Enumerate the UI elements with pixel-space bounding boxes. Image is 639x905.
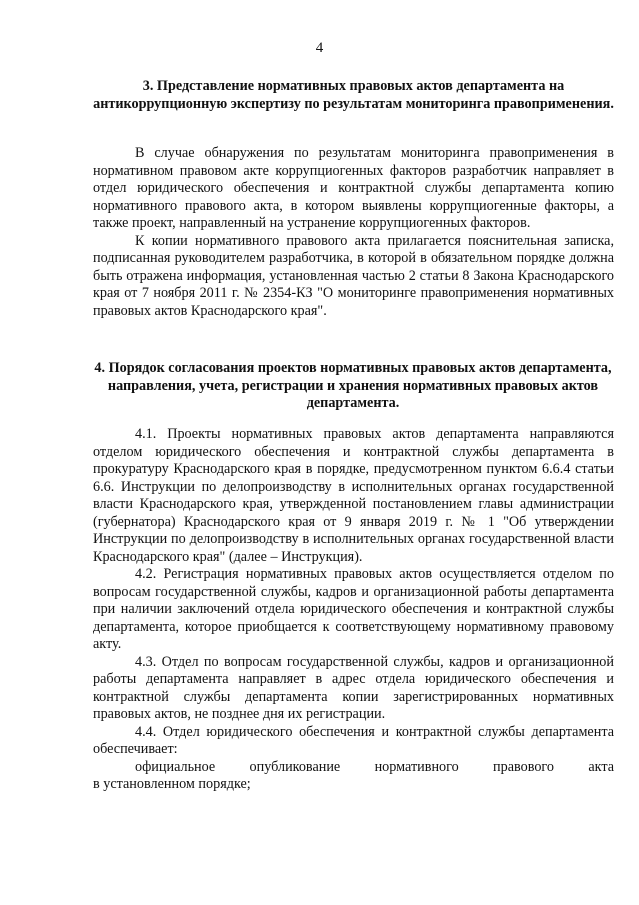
section-3-paragraph-2: К копии нормативного правового акта прилагается пояснительная записка, подписанная руководителем разработчика, в которой в обязательном порядке должна быть отражена информация, установленная частью 2 статьи 8 Закона Краснодарского края от 7 ноября 2011 г. № 2354-КЗ "О мониторинге правоприменения нормативных правовых актов Краснодарского края".: [93, 232, 614, 319]
section-4-body: [93, 426, 614, 794]
section-4-heading-block: [80, 360, 626, 413]
list-item-publication-continued: в установленном порядке;: [93, 776, 251, 792]
paragraph-4-2: 4.2. Регистрация нормативных правовых актов осуществляется отделом по вопросам государственной службы, кадров и организационной работы департамента при наличии заключений отдела юридического обеспечения и контрактной службы департамента, которое приобщается к соответствующему нормативному правовому акту.: [93, 566, 614, 652]
section-3-heading-block: [93, 78, 614, 113]
list-item-publication: официальное опубликование нормативного правового акта: [135, 758, 614, 775]
section-3-body: [93, 145, 614, 320]
section-3-heading: 3. Представление нормативных правовых актов департамента на антикоррупционную экспертизу по результатам мониторинга правоприменения.: [93, 78, 614, 112]
paragraph-4-1: 4.1. Проекты нормативных правовых актов департамента направляются отделом юридического обеспечения и контрактной службы департамента в прокуратуру Краснодарского края в порядке, предусмотренном пунктом 6.6.4 статьи 6.6. Инструкции по делопроизводству в исполнительных органах государственной власти Краснодарского края, утвержденной постановлением главы администрации (губернатора) Краснодарского края от 9 января 2019 г. № 1 "Об утверждении Инструкции по делопроизводству в исполнительных органах государственной власти Краснодарского края" (далее – Инструкция).: [93, 426, 614, 565]
paragraph-4-3: 4.3. Отдел по вопросам государственной службы, кадров и организационной работы департамента направляет в адрес отдела юридического обеспечения и контрактной службы департамента копии зарегистрированных нормативных правовых актов, не позднее дня их регистрации.: [93, 653, 614, 722]
section-3-paragraph-1: В случае обнаружения по результатам мониторинга правоприменения в нормативном правовом акте коррупциогенных факторов разработчик направляет в отдел юридического обеспечения и контрактной службы департамента копию нормативного правового акта, в котором выявлены коррупциогенные факторы, а также проект, направленный на устранение коррупциогенных факторов.: [93, 145, 614, 231]
section-4-heading: 4. Порядок согласования проектов нормативных правовых актов департамента, направления, учета, регистрации и хранения нормативных правовых актов департамента.: [94, 360, 612, 411]
paragraph-4-4: 4.4. Отдел юридического обеспечения и контрактной службы департамента обеспечивает:: [93, 723, 614, 757]
page-number: 4: [315, 40, 324, 56]
